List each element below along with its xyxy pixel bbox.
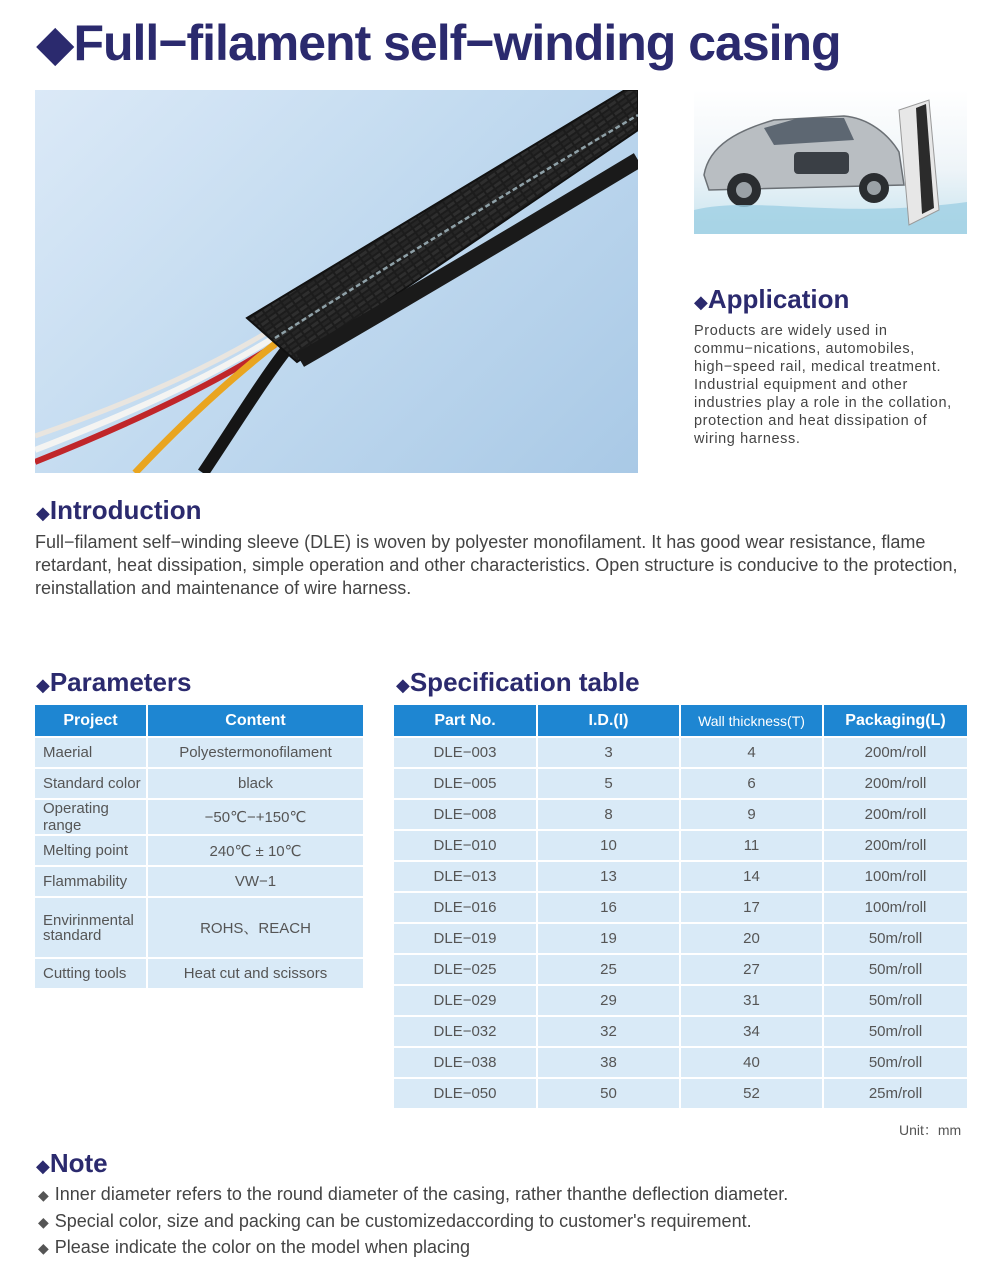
table-cell: DLE−010 bbox=[394, 830, 537, 861]
table-cell: 38 bbox=[537, 1047, 680, 1078]
bullet-diamond-icon: ◆ bbox=[38, 1240, 49, 1256]
note-text: Inner diameter refers to the round diameter of the casing, rather thanthe deflection diameter. bbox=[54, 1184, 789, 1204]
table-cell: DLE−029 bbox=[394, 985, 537, 1016]
table-cell: 20 bbox=[680, 923, 823, 954]
table-cell: VW−1 bbox=[147, 866, 363, 897]
table-cell: 25m/roll bbox=[823, 1078, 967, 1108]
table-row bbox=[35, 799, 363, 835]
car-illustration bbox=[694, 90, 967, 234]
bullet-diamond-icon: ◆ bbox=[38, 1213, 49, 1230]
table-cell: 50m/roll bbox=[823, 923, 967, 954]
table-row bbox=[35, 866, 363, 897]
table-row bbox=[35, 835, 363, 866]
table-cell: 200m/roll bbox=[823, 768, 967, 799]
product-image bbox=[35, 90, 638, 473]
table-cell: 50m/roll bbox=[823, 1016, 967, 1047]
unit-label: Unit：mm bbox=[899, 1122, 962, 1138]
list-item bbox=[38, 1209, 788, 1236]
bullet-diamond-icon: ◆ bbox=[38, 1187, 49, 1203]
table-header-row bbox=[35, 705, 363, 737]
table-header-cell: I.D.(I) bbox=[537, 705, 680, 737]
title-diamond-icon: ◆ bbox=[36, 15, 74, 71]
list-item bbox=[38, 1235, 788, 1262]
note-text: Special color, size and packing can be customizedaccording to customer's requirement. bbox=[54, 1210, 752, 1231]
table-cell: DLE−038 bbox=[394, 1047, 537, 1078]
diamond-icon: ◆ bbox=[694, 292, 708, 312]
table-cell: DLE−003 bbox=[394, 737, 537, 768]
table-cell: 32 bbox=[537, 1016, 680, 1047]
table-row bbox=[394, 985, 967, 1016]
table-cell: Heat cut and scissors bbox=[147, 958, 363, 988]
parameters-heading-text: Parameters bbox=[49, 667, 192, 697]
table-cell: 11 bbox=[680, 830, 823, 861]
braided-sleeve-illustration bbox=[35, 90, 638, 473]
table-cell: DLE−032 bbox=[394, 1016, 537, 1047]
table-row bbox=[35, 958, 363, 988]
table-cell: 34 bbox=[680, 1016, 823, 1047]
table-row bbox=[394, 892, 967, 923]
table-cell: 200m/roll bbox=[823, 737, 967, 768]
parameters-table bbox=[35, 705, 363, 988]
table-row bbox=[394, 861, 967, 892]
table-row bbox=[394, 954, 967, 985]
table-cell: 100m/roll bbox=[823, 861, 967, 892]
table-row bbox=[35, 768, 363, 799]
table-cell: Standard color bbox=[35, 768, 147, 799]
table-cell: 29 bbox=[537, 985, 680, 1016]
table-row bbox=[394, 1016, 967, 1047]
note-list bbox=[38, 1182, 788, 1262]
table-cell: 10 bbox=[537, 830, 680, 861]
application-heading bbox=[694, 284, 849, 315]
introduction-heading-text: Introduction bbox=[49, 495, 202, 525]
table-row bbox=[394, 768, 967, 799]
table-cell: 52 bbox=[680, 1078, 823, 1108]
table-cell: Maerial bbox=[35, 737, 147, 768]
table-cell: black bbox=[147, 768, 363, 799]
diamond-icon: ◆ bbox=[36, 1156, 50, 1176]
diamond-icon: ◆ bbox=[36, 503, 50, 523]
table-row bbox=[394, 830, 967, 861]
table-row bbox=[394, 799, 967, 830]
table-cell: 14 bbox=[680, 861, 823, 892]
table-header-cell: Packaging(L) bbox=[823, 705, 967, 737]
table-cell: DLE−025 bbox=[394, 954, 537, 985]
note-heading bbox=[36, 1148, 108, 1179]
table-row bbox=[35, 897, 363, 958]
table-cell: 17 bbox=[680, 892, 823, 923]
table-cell: 19 bbox=[537, 923, 680, 954]
table-cell: Melting point bbox=[35, 835, 147, 866]
table-row bbox=[394, 1078, 967, 1108]
table-cell: 9 bbox=[680, 799, 823, 830]
table-cell: Polyestermonofilament bbox=[147, 737, 363, 768]
table-row bbox=[394, 1047, 967, 1078]
application-text: Products are widely used in commu−nications, automobiles, high−speed rail, medical treatment. Industrial equipment and other industries play a role in the collation, protection and heat dissipation of wiring harness. bbox=[694, 323, 952, 447]
table-cell: 4 bbox=[680, 737, 823, 768]
table-header-cell: Content bbox=[147, 705, 363, 737]
application-heading-text: Application bbox=[707, 284, 850, 314]
table-cell: 5 bbox=[537, 768, 680, 799]
list-item bbox=[38, 1182, 788, 1209]
parameters-heading bbox=[36, 667, 192, 698]
table-cell: 50m/roll bbox=[823, 954, 967, 985]
table-cell: 50m/roll bbox=[823, 1047, 967, 1078]
car-application-image bbox=[694, 90, 967, 234]
title-text: Full−filament self−winding casing bbox=[73, 15, 841, 71]
table-cell: 3 bbox=[537, 737, 680, 768]
table-cell: DLE−005 bbox=[394, 768, 537, 799]
table-cell: 200m/roll bbox=[823, 830, 967, 861]
introduction-heading bbox=[36, 495, 201, 526]
table-cell: 8 bbox=[537, 799, 680, 830]
table-header-cell: Wall thickness(T) bbox=[680, 705, 823, 737]
table-cell: Operating range bbox=[35, 799, 147, 835]
table-cell: 6 bbox=[680, 768, 823, 799]
diamond-icon: ◆ bbox=[36, 675, 50, 695]
table-cell: 100m/roll bbox=[823, 892, 967, 923]
table-cell: ROHS、REACH bbox=[147, 897, 363, 958]
table-cell: 31 bbox=[680, 985, 823, 1016]
table-header-cell: Part No. bbox=[394, 705, 537, 737]
introduction-text: Full−filament self−winding sleeve (DLE) is woven by polyester monofilament. It has good wear resistance, flame retardant, heat dissipation, simple operation and other characteristics. Open structure is conducive to the protection, reinstallation and maintenance of wire harness. bbox=[35, 532, 958, 598]
table-cell: DLE−050 bbox=[394, 1078, 537, 1108]
page-title bbox=[36, 14, 841, 72]
table-cell: 40 bbox=[680, 1047, 823, 1078]
note-heading-text: Note bbox=[49, 1148, 108, 1178]
specification-table bbox=[394, 705, 967, 1108]
table-row bbox=[394, 737, 967, 768]
table-row bbox=[394, 923, 967, 954]
table-cell: 27 bbox=[680, 954, 823, 985]
table-cell: DLE−019 bbox=[394, 923, 537, 954]
table-cell: Envirinmental standard bbox=[35, 897, 147, 958]
table-cell: DLE−008 bbox=[394, 799, 537, 830]
table-row bbox=[35, 737, 363, 768]
table-cell: 50 bbox=[537, 1078, 680, 1108]
table-header-cell: Project bbox=[35, 705, 147, 737]
table-cell: 200m/roll bbox=[823, 799, 967, 830]
table-cell: Cutting tools bbox=[35, 958, 147, 988]
note-text: Please indicate the color on the model when placing bbox=[54, 1237, 471, 1257]
table-cell: DLE−013 bbox=[394, 861, 537, 892]
table-cell: 50m/roll bbox=[823, 985, 967, 1016]
table-header-row bbox=[394, 705, 967, 737]
table-cell: 16 bbox=[537, 892, 680, 923]
table-cell: −50℃−+150℃ bbox=[147, 799, 363, 835]
specification-heading-text: Specification table bbox=[409, 667, 640, 697]
table-cell: 240℃ ± 10℃ bbox=[147, 835, 363, 866]
table-cell: 13 bbox=[537, 861, 680, 892]
diamond-icon: ◆ bbox=[396, 675, 410, 695]
table-cell: 25 bbox=[537, 954, 680, 985]
table-cell: DLE−016 bbox=[394, 892, 537, 923]
specification-heading bbox=[396, 667, 640, 698]
table-cell: Flammability bbox=[35, 866, 147, 897]
